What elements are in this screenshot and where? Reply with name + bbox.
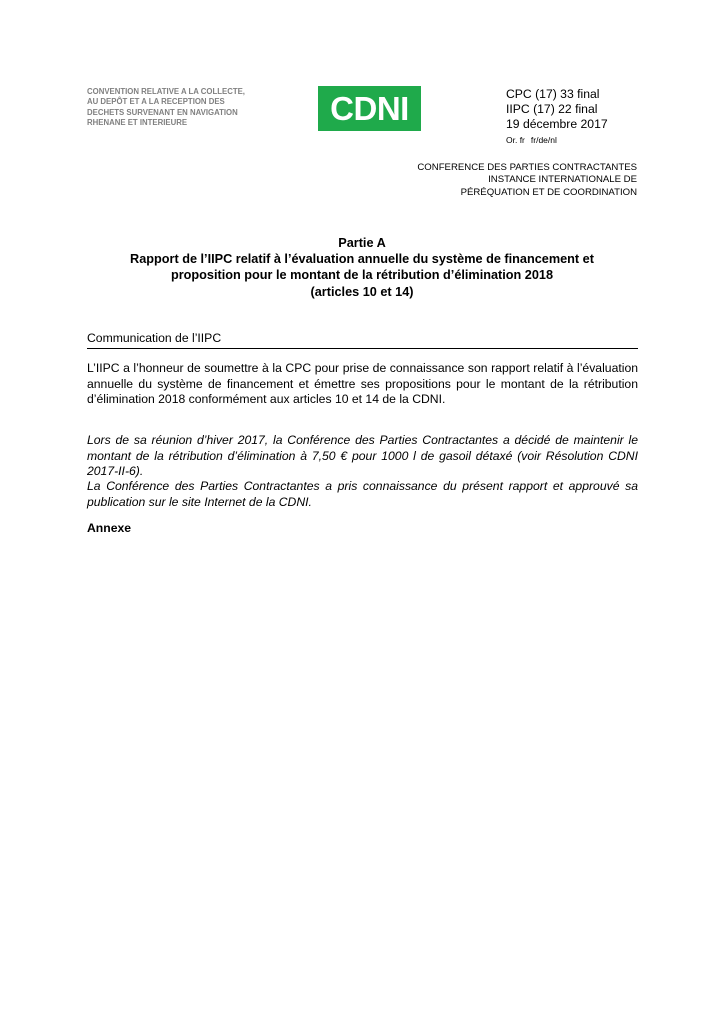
title-line-3: (articles 10 et 14) [310,284,414,299]
title-line-1: Rapport de l’IIPC relatif à l’évaluation annuelle du système de financement et [130,252,594,267]
title-line-2: proposition pour le montant de la rétribution d’élimination 2018 [170,268,554,283]
document-title [87,235,637,300]
ref-iipc: IIPC (17) 22 final [506,102,598,116]
paragraph-submission: L’IIPC a l’honneur de soumettre à la CPC pour prise de connaissance son rapport relatif à l’évaluation annuelle du système de financement et émettre ses propositions pour le montant de la rétribution d’élimination 2018 conformément aux articles 10 et 14 de la CDNI. [87,361,638,407]
ref-languages: fr/de/nl [530,135,557,145]
convention-line-2: AU DEPÔT ET A LA RECEPTION DES [87,97,225,107]
section-heading: Communication de l’IIPC [87,331,638,349]
ref-languages-row [506,133,608,147]
convention-line-3: DECHETS SURVENANT EN NAVIGATION [87,107,238,117]
cdni-logo [318,86,421,131]
logo-text: CDNI [330,90,409,127]
ref-cpc: CPC (17) 33 final [506,87,600,101]
paragraph-approval: La Conférence des Parties Contractantes a pris connaissance du présent rapport et approuvé sa publication sur le site Internet de la CDNI. [87,479,638,509]
title-part: Partie A [338,236,386,250]
conference-line-3: PÉRÉQUATION ET DE COORDINATION [460,186,637,198]
document-references [506,87,608,147]
convention-title [87,87,287,128]
ref-date: 19 décembre 2017 [506,117,608,131]
conference-line-1: CONFERENCE DES PARTIES CONTRACTANTES [417,162,637,173]
annexe-label: Annexe [87,521,132,535]
conference-block [417,162,637,199]
paragraph-decision: Lors de sa réunion d’hiver 2017, la Conférence des Parties Contractantes a décidé de maintenir le montant de la rétribution d’élimination à 7,50 € pour 1000 l de gasoil détaxé (voir Résolution CDNI 2017-II-6). [87,433,638,479]
convention-line-1: CONVENTION RELATIVE A LA COLLECTE, [87,87,245,96]
convention-line-4: RHENANE ET INTERIEURE [87,117,188,127]
conference-line-2: INSTANCE INTERNATIONALE DE [488,174,637,186]
ref-original-language: Or. fr [506,135,525,145]
